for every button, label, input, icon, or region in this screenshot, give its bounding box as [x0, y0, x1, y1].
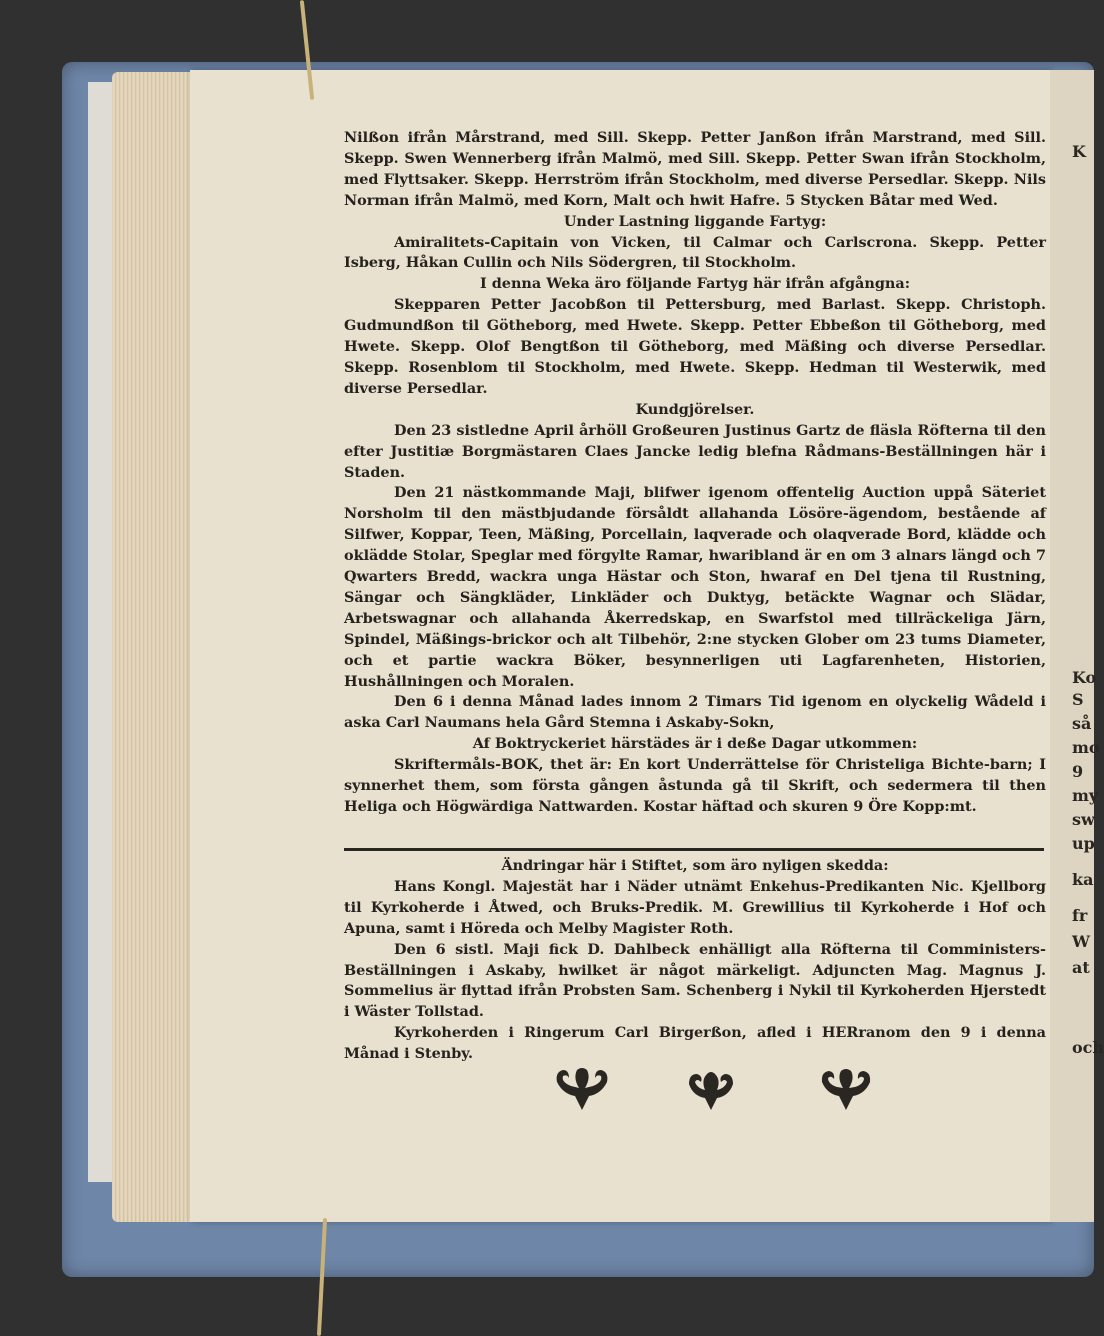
shipping-arrivals: Nilßon ifrån Mårstrand, med Sill. Skepp. Petter Janßon ifrån Marstrand, med Sill. Skepp. Swen Wennerberg ifrån Malmö, med Sill. Skepp. Petter Swan ifrån Stockholm, med Flyttsaker. Skepp. Herrström ifrån Stockholm, med diverse Persedlar. Skepp. Nils Norman ifrån Malmö, med Korn, Malt och hwit Hafre. 5 Stycken Båtar med Wed.: [344, 129, 1046, 209]
printing-text: Skriftermåls-BOK, thet är: En kort Underrättelse för Christeliga Bichte-barn; I synnerhet them, som första gången åstunda gå til Skrift, och sedermera til then Heliga och Högwärdiga Nattwarden. Kostar häftad och skuren 9 Öre Kopp:mt.: [344, 756, 1046, 815]
page-edges: [112, 72, 192, 1222]
fleuron-ornament-icon: [818, 1066, 874, 1112]
next-page-fragment: Ko: [1072, 668, 1097, 687]
next-page-fragment: S: [1072, 690, 1084, 709]
section-divider: [344, 848, 1044, 851]
printing-heading: Af Boktryckeriet härstädes är i deße Dagar utkommen:: [472, 735, 918, 753]
loading-heading: Under Lastning liggande Fartyg:: [563, 212, 827, 230]
next-page-fragment: och: [1072, 1038, 1104, 1057]
next-page-fragment: fr: [1072, 906, 1088, 925]
notice-1: Den 23 sistledne April århöll Großeuren Justinus Gartz de fläsla Röfterna til den efter Justitiæ Borgmästaren Claes Jancke ledig blefna Rådmans-Beställningen här i Staden.: [344, 421, 1046, 481]
diocese-changes-block: [344, 856, 1046, 1065]
departed-heading: I denna Weka äro följande Fartyg här ifrån afgångna:: [479, 275, 911, 293]
diocese-item-2: Den 6 sistl. Maji fick D. Dahlbeck enhälligt alla Röfterna til Comministers-Beställningen i Askaby, hwilket är något märkeligt. Adjuncten Mag. Magnus J. Sommelius är flyttad ifrån Probsten Sam. Schenberg i Nykil til Kyrkoherden Hjerstedt i Wäster Tollstad.: [344, 940, 1046, 1021]
next-page-fragment: up: [1072, 834, 1095, 853]
loading-text: Amiralitets-Capitain von Vicken, til Calmar och Carlscrona. Skepp. Petter Isberg, Håkan Cullin och Nils Södergren, til Stockholm.: [344, 233, 1046, 272]
next-page-fragment: sw: [1072, 810, 1095, 829]
departed-text: Skepparen Petter Jacobßon til Pettersburg, med Barlast. Skepp. Christoph. Gudmundßon til Götheborg, med Hwete. Skepp. Petter Ebbeßon til Götheborg, med Hwete. Skepp. Olof Bengtßon til Götheborg, med Mäßing och diverse Persedlar. Skepp. Rosenblom til Stockholm, med Hwete. Skepp. Hedman til Westerwik, med diverse Persedlar.: [344, 296, 1046, 397]
main-text-block: [344, 128, 1046, 818]
fleuron-ornament-icon: [553, 1066, 611, 1112]
next-page-fragment: my: [1072, 786, 1099, 805]
fleuron-ornament-icon: [685, 1066, 737, 1112]
diocese-heading: Ändringar här i Stiftet, som äro nyligen skedda:: [501, 857, 889, 874]
next-page-fragment: K: [1072, 142, 1086, 161]
next-page-fragment: W: [1072, 932, 1090, 951]
diocese-item-3: Kyrkoherden i Ringerum Carl Birgerßon, afled i HERranom den 9 i denna Månad i Stenby.: [344, 1024, 1046, 1063]
notices-heading: Kundgjörelser.: [635, 400, 755, 418]
next-page-fragment: så: [1072, 714, 1092, 733]
notice-3: Den 6 i denna Månad lades innom 2 Timars Tid igenom en olyckelig Wådeld i aska Carl Naumans hela Gård Stemna i Askaby-Sokn,: [344, 693, 1046, 732]
next-page-edge: [1050, 70, 1104, 1222]
next-page-fragment: at: [1072, 958, 1090, 977]
next-page-fragment: ka: [1072, 870, 1094, 889]
next-page-fragment: 9: [1072, 762, 1084, 781]
diocese-item-1: Hans Kongl. Majestät har i Näder utnämt Enkehus-Predikanten Nic. Kjellborg til Kyrkoherde i Åtwed, och Bruks-Predik. M. Grewillius til Kyrkoherde i Hof och Apuna, samt i Höreda och Melby Magister Roth.: [344, 877, 1046, 937]
next-page-fragment: mo: [1072, 738, 1100, 757]
notice-2: Den 21 nästkommande Maji, blifwer igenom offentelig Auction uppå Säteriet Norsholm til den mästbjudande försåldt allahanda Lösöre-ägendom, bestående af Silfwer, Koppar, Teen, Mäßing, Porcellain, laqverade och olaqverade Bord, klädde och oklädde Stolar, Speglar med förgylte Ramar, hwaribland är en om 3 alnars längd och 7 Qwarters Bredd, wackra unga Hästar och Ston, hwaraf en Del tjena til Rustning, Sängar och Sängkläder, Linkläder och Duktyg, betäckte Wagnar och Slädar, Arbetswagnar och allahanda Åkerredskap, en Swarfstol med tillräckeliga Järn, Spindel, Mäßings-brickor och alt Tilbehör, 2:ne stycken Glober om 23 tums Diameter, och et partie wackra Böker, besynnerligen uti Lagfarenheten, Historien, Hushållningen och Moralen.: [344, 484, 1046, 690]
